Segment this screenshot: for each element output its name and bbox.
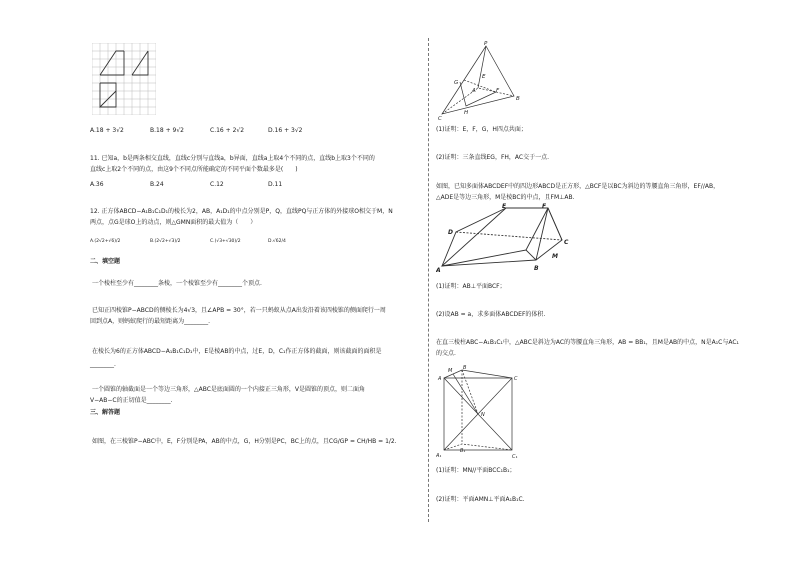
section-fill-in-heading: 二、填空题: [90, 258, 121, 265]
q10-option-c: C.16 + 2√2: [210, 127, 245, 134]
q12-option-a: A.(2√2+√6)/2: [90, 239, 121, 244]
fig3-label-n: N: [481, 412, 485, 418]
s1-part2: (2)证明：三条直线EG，FH，AC交于一点.: [436, 154, 549, 161]
q12-text-line1: 12. 正方体ABCD−A₁B₁C₁D₁的棱长为2，AB，A₁D₁的中点分别是P，Q，直线PQ与正方体的外接球O相交于M，N: [90, 208, 393, 215]
q11-option-a: A.36: [90, 181, 104, 188]
s3-part2: (2)证明：平面AMN⊥平面A₁B₁C.: [436, 496, 525, 503]
fill-question-2-line1: 已知正四棱锥P−ABCD的侧棱长为4√3，且∠APB = 30°，若一只蚂蚁从点A出发沿着该四棱锥的侧面爬行一周: [92, 307, 386, 314]
s2-text-line1: 如图，已知多面体ABCDEF中的四边形ABCD是正方形，△BCF是以BC为斜边的等腰直角三角形，EF//AB，: [436, 183, 720, 190]
q11-text-line1: 11. 已知a，b是两条相交直线，直线c分别与直线a，b异面，直线a上取4个不同的点，直线b上取3个不同的: [90, 155, 375, 162]
q12-option-b: B.(2√2+√3)/2: [150, 239, 181, 244]
fig2-label-d: D: [448, 229, 453, 236]
q11-option-d: D.11: [268, 181, 283, 188]
fig1-label-p: P: [484, 41, 488, 47]
fig3-label-b1: B₁: [460, 448, 466, 454]
s3-text-line1: 在直三棱柱ABC−A₁B₁C₁中，△ABC是斜边为AC的等腰直角三角形，AB = BB₁，且M是AB的中点，N是A₁C与AC₁: [436, 339, 739, 346]
s2-part1: (1)证明：AB⊥平面BCF；: [436, 283, 506, 290]
fig3-label-m: M: [448, 368, 453, 374]
fig2-label-e: E: [502, 203, 507, 210]
q11-option-b: B.24: [150, 181, 164, 188]
fig2-label-m: M: [552, 253, 558, 260]
fig1-label-a: A: [472, 88, 476, 94]
s1-part1: (1)证明：E，F，G，H四点共面；: [436, 126, 527, 133]
fig3-label-c: C: [514, 376, 518, 382]
fig1-label-g: G: [454, 80, 459, 86]
fill-question-4-line2: V−AB−C的正切值是________.: [90, 397, 173, 404]
fill-question-3-line1: 在棱长为6的正方体ABCD−A₁B₁C₁D₁中，E是棱AB的中点，过E，D，C₁作正方体的截面，则该截面的面积是: [92, 348, 382, 355]
prism-figure: [436, 364, 520, 460]
q12-text-line2: 两点，点G是球O上的动点，则△GMN面积的最大值为（ ）: [90, 219, 257, 226]
grid-three-view-figure: [92, 43, 156, 115]
pyramid-figure: [436, 40, 526, 120]
q11-text-line2: 直线c上取2个不同的点，由这9个不同点所能确定的不同平面个数最多是( ): [90, 166, 298, 173]
q12-option-d: D.√62/4: [268, 239, 286, 244]
fill-question-2-line2: 回到点A，则蚂蚁爬行的最短距离为________.: [90, 318, 211, 325]
q10-option-b: B.18 + 9√2: [150, 127, 184, 134]
s3-part1: (1)证明：MN//平面BCC₁B₁；: [436, 467, 516, 474]
fig1-label-e: E: [482, 74, 486, 80]
column-divider: [428, 38, 429, 522]
q10-option-d: D.16 + 3√2: [268, 127, 303, 134]
fill-question-3-line2: ________.: [90, 361, 116, 368]
solve-question-1: 如图，在三棱锥P−ABC中，E，F分别是PA，AB的中点，G，H分别是PC，BC上的点，且CG/GP = CH/HB = 1/2.: [92, 438, 397, 445]
s2-text-line2: △ADE是等边三角形，M是棱BC的中点，且FM⊥AB.: [436, 194, 575, 201]
fig3-label-a1: A₁: [436, 453, 442, 459]
fig3-label-c1: C₁: [512, 454, 518, 460]
s3-text-line2: 的交点.: [436, 350, 456, 357]
fig2-label-f: F: [542, 203, 547, 210]
fill-question-1: 一个棱柱至少有________条棱，一个棱锥至少有________个顶点.: [92, 280, 262, 287]
fig1-label-h: H: [464, 110, 469, 116]
fig3-label-a: A: [438, 376, 442, 382]
section-solve-heading: 三、解答题: [90, 409, 121, 416]
fill-question-4-line1: 一个圆锥的轴截面是一个等边三角形，△ABC是底面圆的一个内接正三角形，V是圆锥的顶点，则二面角: [92, 386, 366, 393]
polyhedron-figure: [436, 202, 576, 274]
fig2-label-a: A: [436, 267, 441, 274]
fig1-label-c: C: [438, 116, 442, 120]
fig2-label-b: B: [534, 265, 539, 272]
q12-option-c: C.(√3+√30)/2: [210, 239, 241, 244]
q10-option-a: A.18 + 3√2: [90, 127, 124, 134]
s2-part2: (2)设AB = a，求多面体ABCDEF的体积.: [436, 311, 546, 318]
fig3-label-b: B: [463, 365, 467, 371]
fig1-label-f: F: [496, 88, 500, 94]
fig1-label-b: B: [516, 96, 520, 102]
fig2-label-c: C: [564, 239, 569, 246]
q11-option-c: C.12: [210, 181, 224, 188]
